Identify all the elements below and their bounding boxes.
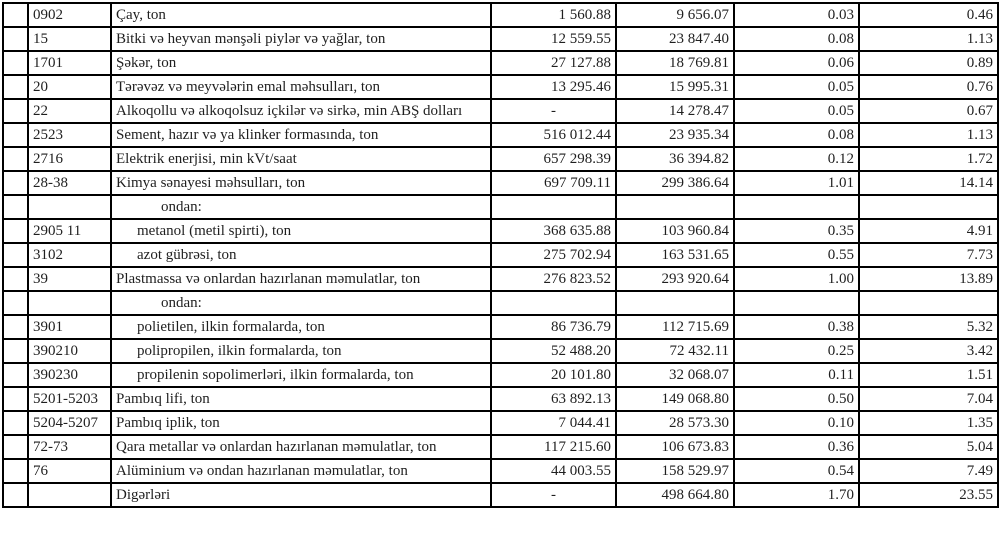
cell-code: [28, 291, 111, 315]
cell-value-1: -: [491, 483, 616, 507]
cell-product: Şəkər, ton: [111, 51, 491, 75]
cell-product: Bitki və heyvan mənşəli piylər və yağlar, ton: [111, 27, 491, 51]
cell-margin: [3, 435, 28, 459]
cell-value-2: 32 068.07: [616, 363, 734, 387]
cell-margin: [3, 243, 28, 267]
cell-code: 39: [28, 267, 111, 291]
cell-margin: [3, 51, 28, 75]
cell-value-1: 697 709.11: [491, 171, 616, 195]
cell-value-1: 13 295.46: [491, 75, 616, 99]
cell-value-3: [734, 195, 859, 219]
cell-value-4: 0.67: [859, 99, 998, 123]
table-row: [3, 99, 998, 123]
cell-code: 1701: [28, 51, 111, 75]
table-body: [3, 3, 998, 507]
table-row: [3, 411, 998, 435]
cell-code: 3102: [28, 243, 111, 267]
cell-value-4: 7.73: [859, 243, 998, 267]
cell-code: 3901: [28, 315, 111, 339]
cell-code: 2523: [28, 123, 111, 147]
cell-margin: [3, 123, 28, 147]
cell-value-4: 23.55: [859, 483, 998, 507]
cell-value-3: 1.00: [734, 267, 859, 291]
cell-product: ondan:: [111, 195, 491, 219]
cell-value-4: 1.51: [859, 363, 998, 387]
cell-value-4: 1.13: [859, 27, 998, 51]
cell-value-4: 13.89: [859, 267, 998, 291]
table-row: [3, 339, 998, 363]
cell-value-1: [491, 291, 616, 315]
table-row: [3, 435, 998, 459]
table-row: [3, 147, 998, 171]
table-row: [3, 363, 998, 387]
cell-code: 390210: [28, 339, 111, 363]
cell-value-2: 36 394.82: [616, 147, 734, 171]
cell-value-2: 112 715.69: [616, 315, 734, 339]
cell-product: azot gübrəsi, ton: [111, 243, 491, 267]
cell-margin: [3, 411, 28, 435]
table-row: [3, 315, 998, 339]
cell-margin: [3, 75, 28, 99]
cell-value-1: 27 127.88: [491, 51, 616, 75]
table-row: [3, 387, 998, 411]
cell-code: 5201-5203: [28, 387, 111, 411]
cell-value-4: 4.91: [859, 219, 998, 243]
cell-value-3: [734, 291, 859, 315]
cell-code: [28, 483, 111, 507]
cell-value-1: 276 823.52: [491, 267, 616, 291]
cell-margin: [3, 219, 28, 243]
cell-code: 28-38: [28, 171, 111, 195]
cell-value-2: 18 769.81: [616, 51, 734, 75]
cell-value-1: [491, 195, 616, 219]
table-row: [3, 483, 998, 507]
cell-value-2: 498 664.80: [616, 483, 734, 507]
cell-value-2: 9 656.07: [616, 3, 734, 27]
cell-value-3: 0.11: [734, 363, 859, 387]
cell-value-3: 1.01: [734, 171, 859, 195]
cell-value-3: 0.35: [734, 219, 859, 243]
table-row: [3, 51, 998, 75]
cell-value-1: 275 702.94: [491, 243, 616, 267]
cell-value-2: 299 386.64: [616, 171, 734, 195]
cell-product: ondan:: [111, 291, 491, 315]
cell-value-4: 7.49: [859, 459, 998, 483]
cell-product: Alüminium və ondan hazırlanan məmulatlar, ton: [111, 459, 491, 483]
cell-value-2: 149 068.80: [616, 387, 734, 411]
cell-value-1: 52 488.20: [491, 339, 616, 363]
cell-value-3: 0.38: [734, 315, 859, 339]
cell-value-1: 20 101.80: [491, 363, 616, 387]
cell-margin: [3, 387, 28, 411]
cell-code: [28, 195, 111, 219]
cell-code: 22: [28, 99, 111, 123]
cell-margin: [3, 99, 28, 123]
cell-value-2: [616, 291, 734, 315]
cell-value-1: 368 635.88: [491, 219, 616, 243]
cell-value-2: 72 432.11: [616, 339, 734, 363]
cell-value-2: 28 573.30: [616, 411, 734, 435]
cell-value-2: 23 847.40: [616, 27, 734, 51]
cell-code: 20: [28, 75, 111, 99]
cell-value-3: 0.10: [734, 411, 859, 435]
cell-value-4: 7.04: [859, 387, 998, 411]
cell-value-4: 1.72: [859, 147, 998, 171]
cell-value-2: [616, 195, 734, 219]
table-row: [3, 291, 998, 315]
cell-margin: [3, 291, 28, 315]
cell-value-4: 14.14: [859, 171, 998, 195]
cell-value-3: 1.70: [734, 483, 859, 507]
cell-value-3: 0.05: [734, 75, 859, 99]
table-row: [3, 123, 998, 147]
cell-value-3: 0.36: [734, 435, 859, 459]
cell-code: 15: [28, 27, 111, 51]
cell-code: 5204-5207: [28, 411, 111, 435]
cell-value-3: 0.12: [734, 147, 859, 171]
cell-code: 0902: [28, 3, 111, 27]
cell-product: Sement, hazır və ya klinker formasında, ton: [111, 123, 491, 147]
cell-value-1: -: [491, 99, 616, 123]
table-row: [3, 75, 998, 99]
cell-margin: [3, 171, 28, 195]
table-row: [3, 3, 998, 27]
cell-value-1: 1 560.88: [491, 3, 616, 27]
cell-product: Qara metallar və onlardan hazırlanan məmulatlar, ton: [111, 435, 491, 459]
cell-margin: [3, 267, 28, 291]
cell-value-2: 106 673.83: [616, 435, 734, 459]
cell-value-3: 0.03: [734, 3, 859, 27]
cell-value-3: 0.25: [734, 339, 859, 363]
cell-code: 2716: [28, 147, 111, 171]
cell-value-4: 5.32: [859, 315, 998, 339]
cell-product: Tərəvəz və meyvələrin emal məhsulları, ton: [111, 75, 491, 99]
cell-value-2: 103 960.84: [616, 219, 734, 243]
cell-value-3: 0.08: [734, 27, 859, 51]
cell-value-2: 15 995.31: [616, 75, 734, 99]
cell-product: Pambıq lifi, ton: [111, 387, 491, 411]
cell-product: Pambıq iplik, ton: [111, 411, 491, 435]
cell-value-4: [859, 291, 998, 315]
cell-value-3: 0.55: [734, 243, 859, 267]
cell-margin: [3, 3, 28, 27]
cell-margin: [3, 483, 28, 507]
cell-product: metanol (metil spirti), ton: [111, 219, 491, 243]
cell-value-1: 657 298.39: [491, 147, 616, 171]
cell-value-2: 23 935.34: [616, 123, 734, 147]
cell-margin: [3, 147, 28, 171]
cell-margin: [3, 363, 28, 387]
cell-product: polipropilen, ilkin formalarda, ton: [111, 339, 491, 363]
cell-margin: [3, 339, 28, 363]
table-row: [3, 195, 998, 219]
cell-value-4: 1.13: [859, 123, 998, 147]
cell-value-4: [859, 195, 998, 219]
cell-margin: [3, 27, 28, 51]
cell-code: 2905 11: [28, 219, 111, 243]
cell-product: polietilen, ilkin formalarda, ton: [111, 315, 491, 339]
cell-value-1: 86 736.79: [491, 315, 616, 339]
cell-code: 76: [28, 459, 111, 483]
cell-value-1: 12 559.55: [491, 27, 616, 51]
cell-value-4: 0.89: [859, 51, 998, 75]
cell-value-3: 0.08: [734, 123, 859, 147]
cell-value-2: 158 529.97: [616, 459, 734, 483]
cell-product: Digərləri: [111, 483, 491, 507]
cell-value-4: 1.35: [859, 411, 998, 435]
table-row: [3, 243, 998, 267]
cell-margin: [3, 459, 28, 483]
cell-margin: [3, 315, 28, 339]
cell-product: Elektrik enerjisi, min kVt/saat: [111, 147, 491, 171]
cell-value-1: 516 012.44: [491, 123, 616, 147]
cell-value-1: 117 215.60: [491, 435, 616, 459]
table-row: [3, 219, 998, 243]
cell-value-3: 0.06: [734, 51, 859, 75]
trade-statistics-table: [2, 2, 999, 508]
cell-product: Plastmassa və onlardan hazırlanan məmulatlar, ton: [111, 267, 491, 291]
cell-product: Kimya sənayesi məhsulları, ton: [111, 171, 491, 195]
cell-value-1: 63 892.13: [491, 387, 616, 411]
cell-value-3: 0.54: [734, 459, 859, 483]
cell-value-2: 293 920.64: [616, 267, 734, 291]
cell-value-4: 3.42: [859, 339, 998, 363]
cell-value-1: 7 044.41: [491, 411, 616, 435]
cell-value-3: 0.05: [734, 99, 859, 123]
cell-value-1: 44 003.55: [491, 459, 616, 483]
cell-value-4: 0.76: [859, 75, 998, 99]
cell-value-4: 5.04: [859, 435, 998, 459]
cell-product: propilenin sopolimerləri, ilkin formalarda, ton: [111, 363, 491, 387]
cell-value-2: 163 531.65: [616, 243, 734, 267]
cell-value-2: 14 278.47: [616, 99, 734, 123]
table-row: [3, 27, 998, 51]
table-row: [3, 267, 998, 291]
cell-value-3: 0.50: [734, 387, 859, 411]
cell-margin: [3, 195, 28, 219]
table-row: [3, 459, 998, 483]
table-row: [3, 171, 998, 195]
cell-code: 390230: [28, 363, 111, 387]
cell-product: Alkoqollu və alkoqolsuz içkilər və sirkə, min ABŞ dolları: [111, 99, 491, 123]
cell-code: 72-73: [28, 435, 111, 459]
cell-product: Çay, ton: [111, 3, 491, 27]
cell-value-4: 0.46: [859, 3, 998, 27]
